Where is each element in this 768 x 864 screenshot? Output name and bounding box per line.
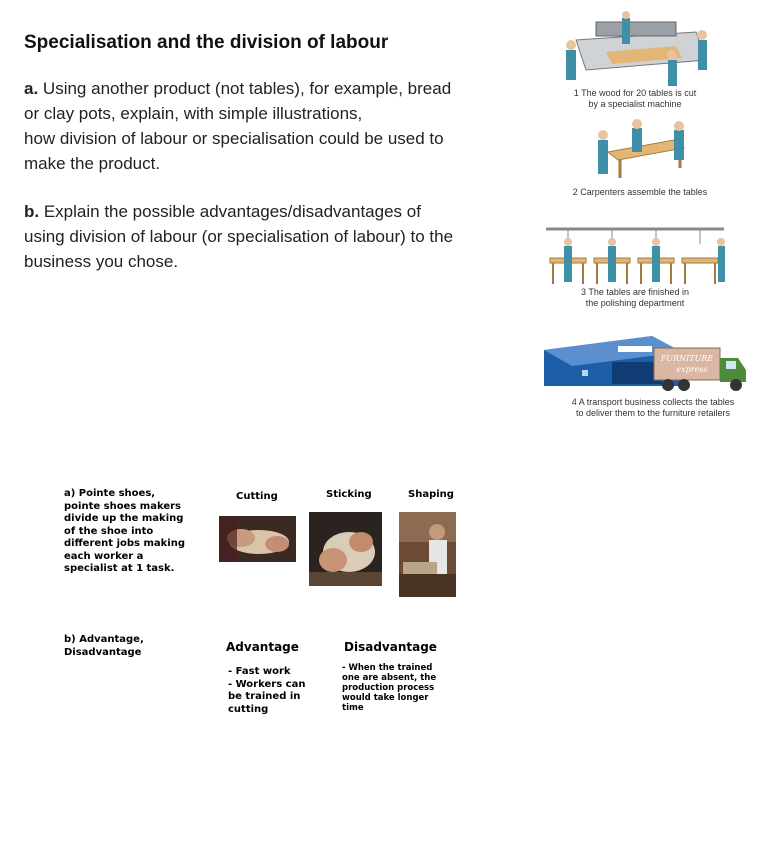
figure-3-caption: [560, 287, 710, 309]
question-b-line-2: using division of labour (or specialisation of labour) to the: [24, 227, 454, 246]
figure-1-caption-line-1: 1 The wood for 20 tables is cut: [573, 88, 697, 98]
disadvantage-list: [342, 663, 452, 713]
step-label-shaping: Shaping: [408, 489, 454, 500]
figure-2-caption-line-1: 2 Carpenters assemble the tables: [572, 187, 708, 197]
question-b-line-1: Explain the possible advantages/disadvantages of: [43, 202, 421, 221]
question-a: [24, 76, 524, 176]
step-label-cutting: Cutting: [236, 491, 278, 502]
answer-a-line-4: of the shoe into: [64, 525, 154, 537]
page-title: Specialisation and the division of labour: [24, 32, 389, 53]
sticking-photo: [309, 512, 382, 586]
truck-sign-line-1: FURNITURE: [660, 354, 714, 363]
disadvantage-line-5: time: [342, 703, 364, 713]
disadvantage-line-2: one are absent, the: [342, 673, 437, 683]
answer-b-label-line-1: b) Advantage,: [64, 634, 144, 645]
advantage-line-1: - Fast work: [228, 666, 291, 677]
shaping-photo: [399, 512, 456, 597]
figure-3-polishing-illustration: [544, 224, 726, 288]
advantage-line-2: - Workers can: [228, 678, 306, 690]
figure-1-caption-line-2: by a specialist machine: [588, 99, 682, 109]
answer-a-text: [64, 488, 204, 576]
figure-3-caption-line-2: the polishing department: [585, 298, 685, 308]
question-b-line-3: business you chose.: [24, 252, 179, 271]
answer-a-line-5: different jobs making: [64, 538, 185, 549]
disadvantage-line-3: production process: [342, 683, 435, 693]
truck-sign-line-2: express: [676, 365, 708, 374]
question-a-line-2: or clay pots, explain, with simple illustrations,: [24, 104, 363, 123]
figure-1-caption: [550, 88, 720, 110]
advantage-line-4: cutting: [228, 703, 269, 715]
figure-2-carpenters-illustration: [594, 118, 690, 184]
answer-a-line-1: a) Pointe shoes,: [64, 488, 156, 499]
question-a-line-4: make the product.: [24, 154, 161, 173]
advantage-line-3: be trained in: [228, 691, 301, 702]
disadvantage-line-1: - When the trained: [342, 663, 433, 673]
figure-4-caption: [548, 397, 758, 419]
disadvantage-heading: Disadvantage: [344, 640, 437, 654]
step-label-sticking: Sticking: [326, 489, 372, 500]
figure-1-machine-illustration: [556, 10, 716, 90]
figure-4-caption-line-1: 4 A transport business collects the tables: [571, 397, 735, 407]
question-b-marker: b.: [24, 202, 40, 221]
cutting-photo: [219, 516, 296, 562]
figure-2-caption: [550, 187, 730, 198]
advantage-list: [228, 666, 328, 716]
figure-4-transport-illustration: [542, 330, 750, 396]
question-a-line-3: how division of labour or specialisation could be used to: [24, 129, 444, 148]
answer-a-line-7: specialist at 1 task.: [64, 563, 175, 574]
question-a-line-1: Using another product (not tables), for example, bread: [42, 79, 452, 98]
answer-b-label: [64, 634, 144, 659]
answer-b-label-line-2: Disadvantage: [64, 646, 142, 658]
answer-a-line-6: each worker a: [64, 550, 144, 562]
question-a-marker: a.: [24, 79, 39, 98]
disadvantage-line-4: would take longer: [342, 693, 429, 703]
question-b: [24, 199, 524, 274]
answer-a-line-2: pointe shoes makers: [64, 500, 181, 512]
advantage-heading: Advantage: [226, 640, 299, 654]
figure-4-caption-line-2: to deliver them to the furniture retailers: [575, 408, 731, 418]
figure-3-caption-line-1: 3 The tables are finished in: [581, 287, 689, 297]
answer-a-line-3: divide up the making: [64, 513, 184, 524]
